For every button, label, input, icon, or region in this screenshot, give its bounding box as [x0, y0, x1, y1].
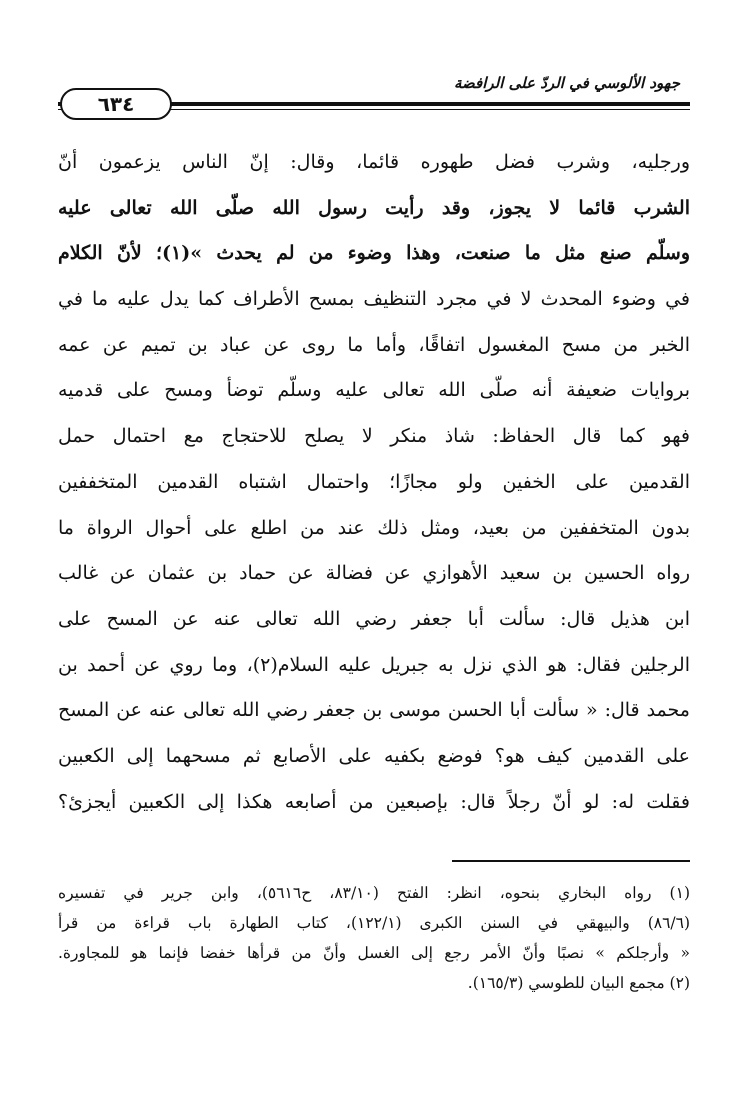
- main-text: [58, 140, 690, 825]
- footnote-line: « وأرجلكم » نصبًا وأنّ الأمر رجع إلى الغسل وأنّ من قرأها خفضا فإنما هو للمجاورة.: [58, 944, 690, 962]
- text-line: محمد قال: « سألت أبا الحسن موسى بن جعفر رضي الله تعالى عنه عن المسح: [58, 699, 690, 722]
- text-line: ابن هذيل قال: سألت أبا جعفر رضي الله تعالى عنه عن المسح على: [58, 607, 690, 630]
- text-line: فقلت له: لو أنّ رجلاً قال: بإصبعين من أصابعه هكذا إلى الكعبين أيجزئ؟: [58, 790, 690, 813]
- page-header: [58, 68, 690, 116]
- footnote-line: (١) رواه البخاري بنحوه، انظر: الفتح (٨٣/١٠، ح٥٦١٦)، وابن جرير في تفسيره: [58, 884, 690, 902]
- footnote-line: (٨٦/٦) والبيهقي في السنن الكبرى (١٢٢/١)، كتاب الطهارة باب قراءة من قرأ: [58, 914, 690, 932]
- text-line: الرجلين فقال: هو الذي نزل به جبريل عليه السلام(٢)، وما روي عن أحمد بن: [58, 653, 690, 676]
- footnote-separator: [452, 860, 690, 862]
- page-number: ٦٣٤: [60, 88, 172, 120]
- footnote-line: (٢) مجمع البيان للطوسي (١٦٥/٣).: [467, 974, 690, 992]
- text-line: القدمين على الخفين ولو مجازًا؛ واحتمال اشتباه القدمين المتخففين: [58, 470, 690, 493]
- text-line: وسلّم صنع مثل ما صنعت، وهذا وضوء من لم يحدث »(١)؛ لأنّ الكلام: [58, 242, 690, 265]
- text-line: رواه الحسين بن سعيد الأهوازي عن فضالة عن حماد بن عثمان عن غالب: [58, 562, 690, 585]
- footnotes: [58, 878, 690, 998]
- running-title: جهود الألوسي في الردّ على الرافضة: [453, 74, 680, 92]
- text-line: ورجليه، وشرب فضل طهوره قائما، وقال: إنّ الناس يزعمون أنّ: [58, 151, 690, 173]
- text-line: الخبر من مسح المغسول اتفاقًا، وأما ما روى عن عباد بن تميم عن عمه: [58, 333, 690, 356]
- text-line: بدون المتخففين من بعيد، ومثل ذلك عند من اطلع على أحوال الرواة ما: [58, 516, 690, 539]
- text-line: في وضوء المحدث لا في مجرد التنظيف بمسح الأطراف كما يدل عليه ما في: [58, 288, 690, 311]
- text-line: على القدمين كيف هو؟ فوضع بكفيه على الأصابع ثم مسحهما إلى الكعبين: [58, 744, 690, 767]
- text-line: الشرب قائما لا يجوز، وقد رأيت رسول الله صلّى الله تعالى عليه: [58, 196, 690, 219]
- text-line: فهو كما قال الحفاظ: شاذ منكر لا يصلح للاحتجاج مع احتمال حمل: [58, 425, 690, 448]
- text-line: بروايات ضعيفة أنه صلّى الله تعالى عليه وسلّم توضأ ومسح على قدميه: [58, 379, 690, 402]
